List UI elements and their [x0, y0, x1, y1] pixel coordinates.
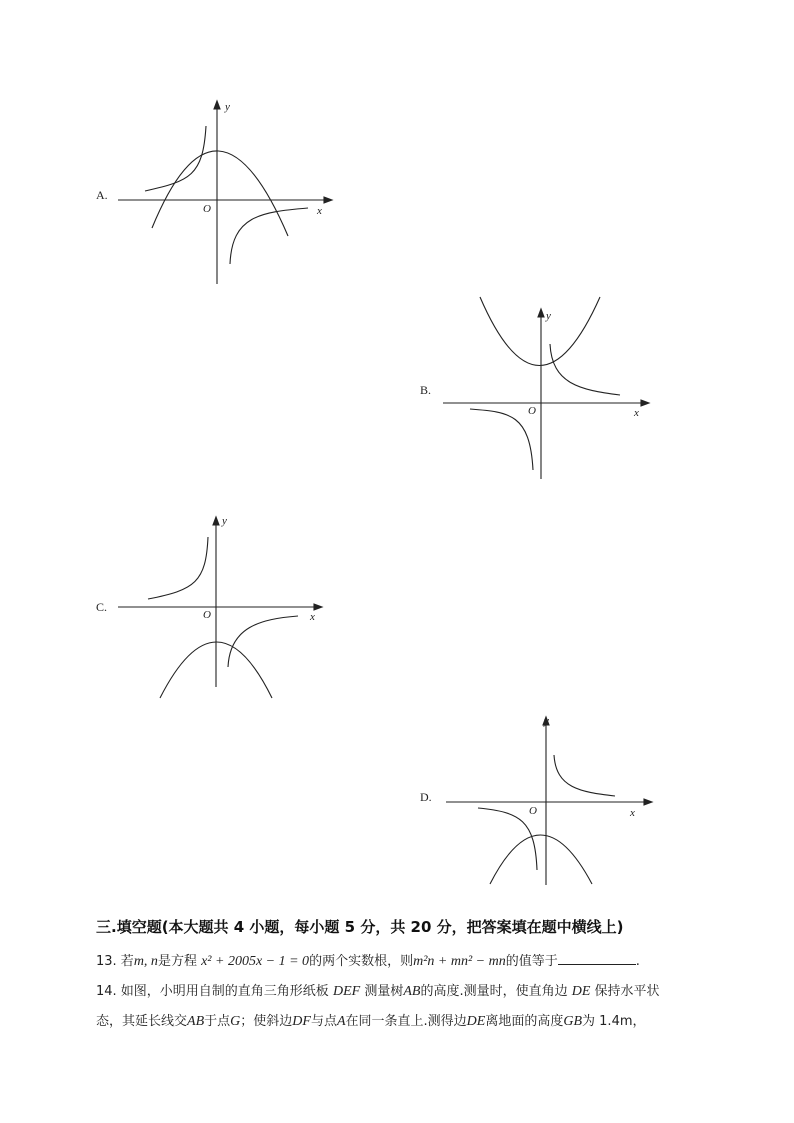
y-axis-arrow — [214, 101, 220, 109]
option-a-label: A. — [96, 188, 108, 202]
hyperbola-branch-right — [230, 208, 308, 264]
q14-text: 测量树 — [364, 984, 404, 999]
x-axis-arrow — [324, 197, 332, 203]
q14-var-def: DEF — [332, 984, 361, 999]
q14-var-a: A — [336, 1014, 346, 1029]
q14-text: 保持水平状 — [594, 984, 660, 999]
hyperbola-branch-right — [228, 616, 298, 667]
option-c-graph — [110, 512, 340, 702]
option-b-label: B. — [420, 383, 432, 397]
option-d-label: D. — [420, 790, 432, 804]
q13-equation: x² + 2005x − 1 = 0 — [201, 954, 310, 969]
q14-var-df: DF — [292, 1014, 311, 1029]
q14-text: 态，其延长线交 — [96, 1014, 188, 1029]
q13-text3: 的值等于 — [505, 954, 558, 969]
question-14-line-2 — [96, 1010, 646, 1030]
q14-var-ab: AB — [187, 1014, 205, 1029]
x-axis-arrow — [314, 604, 322, 610]
question-14-line-1 — [96, 980, 660, 1000]
hyperbola-branch-right — [550, 344, 620, 395]
q14-text: 于点 — [204, 1014, 231, 1029]
x-axis-arrow — [641, 400, 649, 406]
q14-text: 离地面的高度 — [485, 1014, 564, 1029]
q14-text: ；使斜边 — [240, 1014, 293, 1029]
x-axis-label: x — [634, 407, 639, 419]
parabola-curve — [480, 297, 600, 366]
q14-text: 的高度.测量时，使直角边 — [420, 984, 568, 999]
q13-answer-blank[interactable] — [558, 952, 636, 965]
option-a-graph — [110, 96, 340, 296]
origin-label: O — [528, 405, 536, 417]
q14-text: 14. 如图，小明用自制的直角三角形纸板 — [96, 984, 329, 999]
hyperbola-branch-left — [148, 537, 208, 599]
y-axis-arrow — [538, 309, 544, 317]
origin-label: O — [529, 805, 537, 817]
q13-text2: 的两个实数根，则 — [309, 954, 414, 969]
q14-var-de: DE — [466, 1014, 486, 1029]
y-axis-label: y — [546, 310, 551, 322]
q13-expression: m²n + mn² − mn — [413, 954, 506, 969]
y-axis-label: y — [544, 715, 549, 727]
q14-text: 与点 — [310, 1014, 337, 1029]
option-b-graph — [440, 294, 660, 484]
q14-text: 在同一条直上.测得边 — [345, 1014, 467, 1029]
hyperbola-branch-left — [478, 808, 537, 870]
q14-text: 为 1.4m， — [582, 1014, 646, 1029]
parabola-curve — [490, 835, 592, 884]
q13-text1: 是方程 — [157, 954, 197, 969]
option-c-label: C. — [96, 600, 108, 614]
section-title: 三.填空题(本大题共 4 小题，每小题 5 分，共 20 分，把答案填在题中横线上) — [96, 918, 624, 936]
x-axis-arrow — [644, 799, 652, 805]
x-axis-label: x — [317, 205, 322, 217]
q14-var-g: G — [230, 1014, 241, 1029]
origin-label: O — [203, 609, 211, 621]
parabola-curve — [152, 151, 288, 236]
option-d-graph — [440, 710, 660, 895]
y-axis-arrow — [213, 517, 219, 525]
y-axis-label: y — [225, 101, 230, 113]
x-axis-label: x — [310, 611, 315, 623]
y-axis-label: y — [222, 515, 227, 527]
q14-var-gb: GB — [563, 1014, 583, 1029]
origin-label: O — [203, 203, 211, 215]
q13-end: . — [635, 954, 640, 969]
hyperbola-branch-left — [470, 409, 533, 470]
q13-vars: m, n — [133, 954, 158, 969]
x-axis-label: x — [630, 807, 635, 819]
hyperbola-branch-right — [554, 755, 615, 796]
q13-number: 13. 若 — [96, 954, 134, 969]
q14-var-ab: AB — [403, 984, 421, 999]
question-13 — [96, 950, 640, 970]
q14-var-de: DE — [571, 984, 591, 999]
